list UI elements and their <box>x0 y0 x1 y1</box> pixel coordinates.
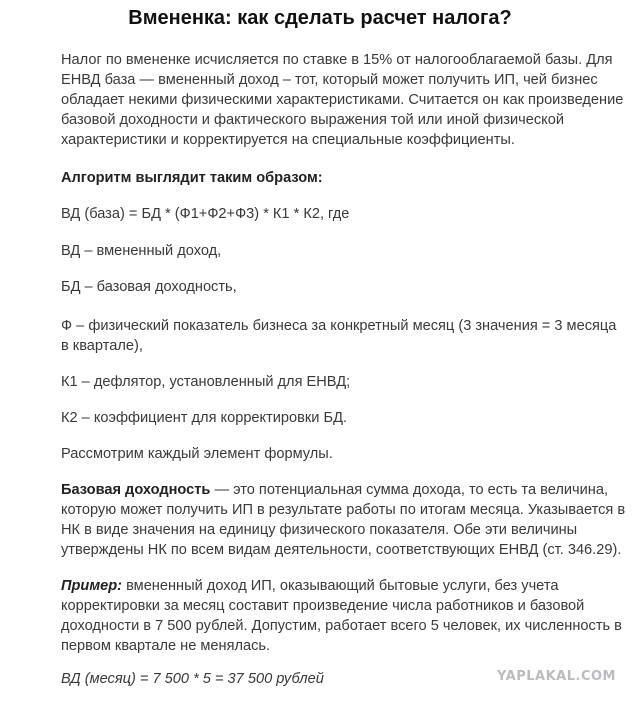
definition-bd: БД – базовая доходность, <box>61 279 237 295</box>
article-title: Вмененка: как сделать расчет налога? <box>128 7 512 29</box>
definition-k1: К1 – дефлятор, установленный для ЕНВД; <box>61 374 351 390</box>
definition-vd: ВД – вмененный доход, <box>61 243 222 259</box>
base-profit-text: — это потенциальная сумма дохода, то есть та величина, которую может получить ИП в результате работы по итогам месяца. Указывается в НК в виде значения на единицу физического показателя. Обе эти величины утверждены НК по всем видам деятельности, соответствующих ЕНВД (ст. 346.29). <box>61 482 626 558</box>
definition-k2: К2 – коэффициент для корректировки БД. <box>61 410 348 426</box>
intro-paragraph: Налог по вмененке исчисляется по ставке в 15% от налогооблагаемой базы. Для ЕНВД база — вмененный доход – тот, который может получить ИП, чей бизнес обладает некими физическими характеристиками. Считается он как произведение базовой доходности и фактического выражения той или иной физической характеристики и корректируется на специальные коэффициенты. <box>61 52 624 148</box>
watermark-logo: YAPLAKAL.COM <box>497 669 616 684</box>
base-profit-term: Базовая доходность <box>61 482 211 498</box>
example-formula: ВД (месяц) = 7 500 * 5 = 37 500 рублей <box>61 671 324 687</box>
formula-line: ВД (база) = БД * (Ф1+Ф2+Ф3) * К1 * К2, где <box>61 206 350 222</box>
example-label: Пример: <box>61 578 123 594</box>
base-profit-paragraph <box>61 480 627 560</box>
article-body <box>61 50 627 689</box>
consider-line: Рассмотрим каждый элемент формулы. <box>61 446 333 462</box>
example-paragraph <box>61 576 627 656</box>
definition-f: Ф – физический показатель бизнеса за конкретный месяц (3 значения = 3 месяца в квартале), <box>61 318 617 354</box>
example-text: вмененный доход ИП, оказывающий бытовые услуги, без учета корректировки за месяц составит произведение числа работников и базовой доходности в 7 500 рублей. Допустим, работает всего 5 человек, их численность в первом квартале не менялась. <box>61 578 622 654</box>
algorithm-heading: Алгоритм выглядит таким образом: <box>61 170 323 186</box>
